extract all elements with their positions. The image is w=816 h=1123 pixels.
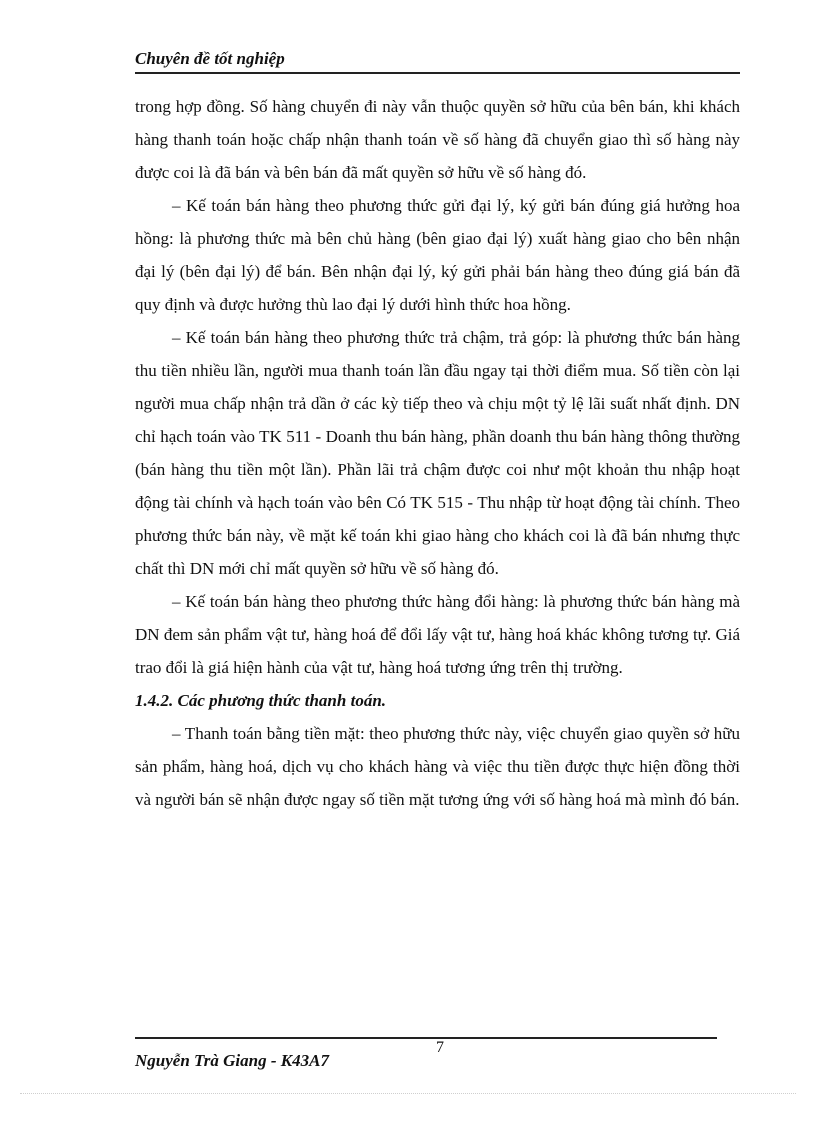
page-edge-dotted-line — [20, 1093, 796, 1094]
paragraph-4: – Kế toán bán hàng theo phương thức hàng đổi hàng: là phương thức bán hàng mà DN đem sản phẩm vật tư, hàng hoá để đổi lấy vật tư, hàng hoá khác không tương tự. Giá trao đổi là giá hiện hành của vật tư, hàng hoá tương ứng trên thị trường. — [135, 592, 740, 677]
paragraph-2: – Kế toán bán hàng theo phương thức gửi đại lý, ký gửi bán đúng giá hưởng hoa hồng: là phương thức mà bên chủ hàng (bên giao đại lý) xuất hàng giao cho bên nhận đại lý (bên đại lý) để bán. Bên nhận đại lý, ký gửi phải bán hàng theo đúng giá bán đã quy định và được hưởng thù lao đại lý dưới hình thức hoa hồng. — [135, 196, 740, 314]
page-header — [135, 48, 740, 74]
footer-divider — [135, 1037, 717, 1039]
footer-author: Nguyễn Trà Giang - K43A7 — [135, 1051, 329, 1070]
section-heading: 1.4.2. Các phương thức thanh toán. — [135, 691, 387, 710]
page-number: 7 — [436, 1039, 444, 1056]
document-body — [135, 90, 740, 816]
paragraph-5: – Thanh toán bằng tiền mặt: theo phương thức này, việc chuyển giao quyền sở hữu sản phẩm, hàng hoá, dịch vụ cho khách hàng và việc thu tiền được thực hiện đồng thời và người bán sẽ nhận được ngay số tiền mặt tương ứng với số hàng hoá mà mình đó bán. — [135, 724, 740, 809]
paragraph-1: trong hợp đồng. Số hàng chuyển đi này vẫn thuộc quyền sở hữu của bên bán, khi khách hàng thanh toán hoặc chấp nhận thanh toán về số hàng đã chuyển giao thì số hàng này được coi là đã bán và bên bán đã mất quyền sở hữu về số hàng đó. — [135, 97, 740, 182]
header-title: Chuyên đề tốt nghiệp — [135, 49, 285, 68]
paragraph-3: – Kế toán bán hàng theo phương thức trả chậm, trả góp: là phương thức bán hàng thu tiền nhiều lần, người mua thanh toán lần đầu ngay tại thời điểm mua. Số tiền còn lại người mua chấp nhận trả dần ở các kỳ tiếp theo và chịu một tỷ lệ lãi suất nhất định. DN chỉ hạch toán vào TK 511 - Doanh thu bán hàng, phần doanh thu bán hàng thông thường (bán hàng thu tiền một lần). Phần lãi trả chậm được coi như một khoản thu nhập hoạt động tài chính và hạch toán vào bên Có TK 515 - Thu nhập từ hoạt động tài chính. Theo phương thức bán này, về mặt kế toán khi giao hàng cho khách coi là đã bán nhưng thực chất thì DN mới chỉ mất quyền sở hữu về số hàng đó. — [135, 328, 740, 578]
